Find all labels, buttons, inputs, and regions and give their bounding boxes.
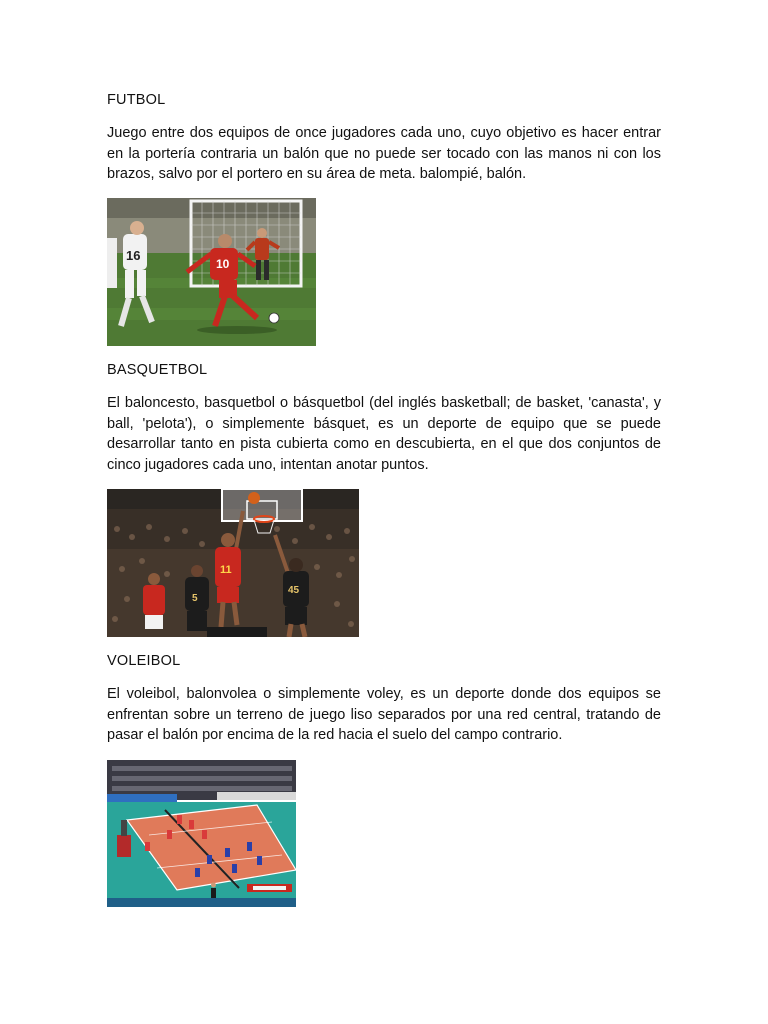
- basketball-icon: [248, 492, 260, 504]
- jersey-number-defender-2: 45: [288, 585, 300, 596]
- basquetbol-photo: [107, 489, 359, 637]
- section-body-basquetbol: El baloncesto, basquetbol o básquetbol (del inglés basketball; de basket, 'canasta', y ball, 'pelota'), o simplemente básquet, es un deporte de equipo que se puede desarrollar tanto en pista cubierta como en descubierta, en el que dos conjuntos de cinco jugadores cada uno, intentan anotar puntos.: [107, 395, 661, 473]
- voleibol-illustration: [107, 760, 296, 907]
- section-title-basquetbol: BASQUETBOL: [107, 362, 208, 378]
- section-body-voleibol: El voleibol, balonvolea o simplemente voley, es un deporte donde dos equipos se enfrentan sobre un terreno de juego liso separados por una red central, tratando de pasar el balón por encima de la red hacia el suelo del campo contrario.: [107, 686, 661, 743]
- jersey-number-defender-1: 5: [192, 593, 198, 604]
- futbol-illustration: [107, 198, 316, 346]
- voleibol-photo: [107, 760, 296, 907]
- section-title-futbol: FUTBOL: [107, 92, 166, 108]
- jersey-number-back: 16: [126, 248, 141, 263]
- jersey-number-front: 10: [216, 257, 230, 271]
- jersey-number-shooter: 11: [220, 564, 232, 576]
- basquetbol-illustration: [107, 489, 359, 637]
- section-body-futbol: Juego entre dos equipos de once jugadores cada uno, cuyo objetivo es hacer entrar en la portería contraria un balón que no puede ser tocado con las manos ni con los brazos, salvo por el portero en su área de meta. balompié, balón.: [107, 125, 661, 182]
- futbol-photo: [107, 198, 316, 346]
- section-title-voleibol: VOLEIBOL: [107, 653, 181, 669]
- soccer-ball-icon: [269, 313, 279, 323]
